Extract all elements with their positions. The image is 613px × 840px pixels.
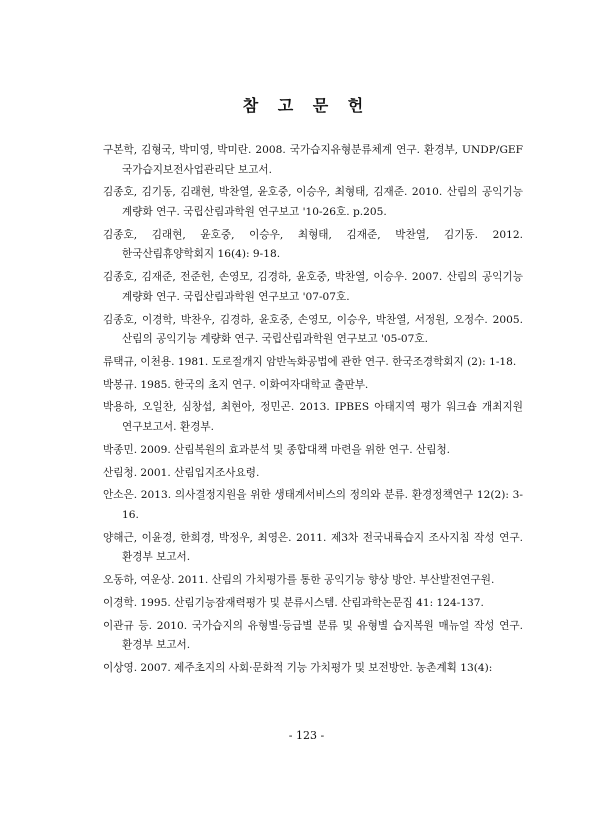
reference-item: 김종호, 김래현, 윤호중, 이승우, 최형태, 김재준, 박찬열, 김기동. 2012. 한국산림휴양학회지 16(4): 9-18. bbox=[103, 228, 523, 261]
reference-item: 박봉규. 1985. 한국의 초지 연구. 이화여자대학교 출판부. bbox=[103, 378, 369, 391]
reference-item: 이경학. 1995. 산림기능잠재력평가 및 분류시스템. 산림과학논문집 41: 124-137. bbox=[103, 596, 484, 609]
reference-item: 김종호, 김기동, 김래현, 박찬열, 윤호중, 이승우, 최형태, 김재준. 2010. 산림의 공익기능 계량화 연구. 국립산림과학원 연구보고 '10-26호. p.205. bbox=[103, 186, 523, 218]
reference-item: 안소은. 2013. 의사결정지원을 위한 생태계서비스의 정의와 분류. 환경정책연구 12(2): 3-16. bbox=[103, 489, 523, 521]
reference-item: 김종호, 김재준, 전준헌, 손영모, 김경하, 윤호중, 박찬열, 이승우. 2007. 산림의 공익기능 계량화 연구. 국립산림과학원 연구보고 '07-07호. bbox=[103, 271, 523, 303]
reference-item: 이상영. 2007. 제주초지의 사회·문화적 기능 가치평가 및 보전방안. 농촌계획 13(4): bbox=[103, 662, 493, 675]
reference-item: 이관규 등. 2010. 국가습지의 유형별·등급별 분류 및 유형별 습지복원 매뉴얼 작성 연구. 환경부 보고서. bbox=[103, 619, 523, 652]
page-title: 참 고 문 헌 bbox=[242, 96, 371, 115]
page-number: - 123 - bbox=[288, 729, 325, 742]
reference-item: 산림청. 2001. 산림입지조사요령. bbox=[103, 466, 260, 479]
reference-item: 양해근, 이윤경, 한희경, 박정우, 최영은. 2011. 제3차 전국내륙습지 조사지침 작성 연구. 환경부 보고서. bbox=[103, 531, 523, 564]
reference-item: 구본학, 김형국, 박미영, 박미란. 2008. 국가습지유형분류체계 연구. 환경부, UNDP/GEF 국가습지보전사업관리단 보고서. bbox=[103, 144, 523, 176]
reference-item: 오동하, 여운상. 2011. 산림의 가치평가를 통한 공익기능 향상 방안. 부산발전연구원. bbox=[103, 574, 495, 587]
reference-item: 류택규, 이천용. 1981. 도로절개지 암반녹화공법에 관한 연구. 한국조경학회지 (2): 1-18. bbox=[103, 355, 517, 368]
reference-item: 박용하, 오일찬, 심창섭, 최현아, 정민곤. 2013. IPBES 아태지역 평가 워크숍 개최지원 연구보고서. 환경부. bbox=[103, 401, 523, 434]
reference-item: 박종민. 2009. 산림복원의 효과분석 및 종합대책 마련을 위한 연구. 산림청. bbox=[103, 443, 451, 456]
reference-item: 김종호, 이경학, 박찬우, 김경하, 윤호중, 손영모, 이승우, 박찬열, 서정원, 오정수. 2005. 산림의 공익기능 계량화 연구. 국립산림과학원 연구보고 '05-07호. bbox=[103, 313, 523, 346]
reference-list bbox=[103, 141, 523, 682]
